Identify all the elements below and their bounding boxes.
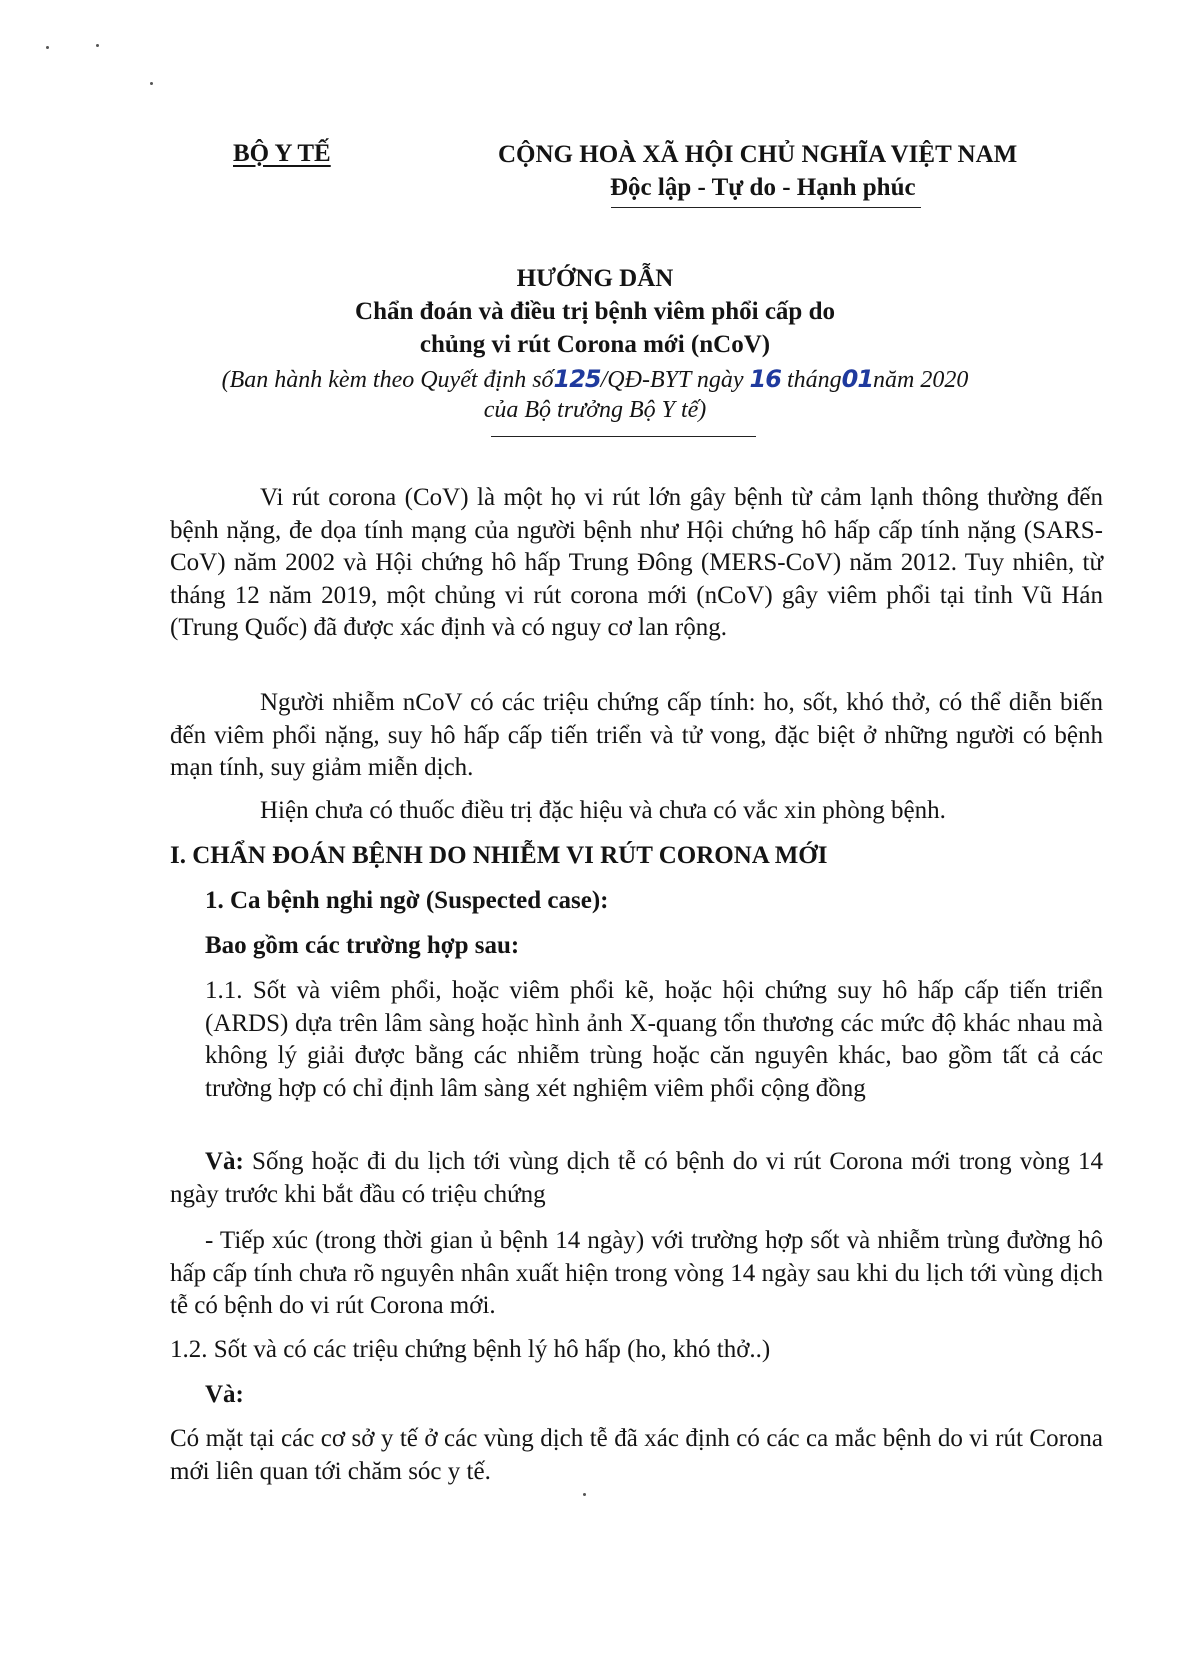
- subsection-heading: 1. Ca bệnh nghi ngờ (Suspected case):: [205, 887, 609, 914]
- criteria-1-1: 1.1. Sốt và viêm phổi, hoặc viêm phổi kẽ, hoặc hội chứng suy hô hấp cấp tiến triển (ARDS) dựa trên lâm sàng hoặc hình ảnh X-quang tổn thương các mức độ khác nhau mà không lý giải được bằng các nhiễm trùng hoặc căn nguyên khác, bao gồm tất cả các trường hợp có chỉ định lâm sàng xét nghiệm viêm phổi cộng đồng: [205, 977, 1103, 1102]
- scan-mark: [583, 1493, 586, 1496]
- and-label-2: Và:: [205, 1381, 244, 1408]
- contact-criteria: - Tiếp xúc (trong thời gian ủ bệnh 14 ngày) với trường hợp sốt và nhiễm trùng đường hô hấp cấp tính chưa rõ nguyên nhân xuất hiện trong vòng 14 ngày sau khi du lịch tới vùng dịch tễ có bệnh do vi rút Corona mới.: [170, 1227, 1103, 1319]
- intro-paragraph-2: Người nhiễm nCoV có các triệu chứng cấp tính: ho, sốt, khó thở, có thể diễn biến đến viêm phổi nặng, suy hô hấp cấp tiến triển và tử vong, đặc biệt ở những người có bệnh mạn tính, suy giảm miễn dịch.: [170, 689, 1103, 781]
- criteria-1-2: 1.2. Sốt và có các triệu chứng bệnh lý hô hấp (ho, khó thở..): [170, 1336, 771, 1363]
- document-title: HƯỚNG DẪN: [516, 265, 674, 292]
- motto-underline: [611, 207, 921, 208]
- presence-criteria: Có mặt tại các cơ sở y tế ở các vùng dịch tễ đã xác định có các ca mắc bệnh do vi rút Corona mới liên quan tới chăm sóc y tế.: [170, 1425, 1103, 1485]
- scan-mark: [46, 46, 49, 49]
- intro-paragraph-3: Hiện chưa có thuốc điều trị đặc hiệu và chưa có vắc xin phòng bệnh.: [260, 797, 946, 824]
- intro-paragraph-1: Vi rút corona (CoV) là một họ vi rút lớn gây bệnh từ cảm lạnh thông thường đến bệnh nặng, đe dọa tính mạng của người bệnh như Hội chứng hô hấp cấp tính nặng (SARS-CoV) năm 2002 và Hội chứng hô hấp Trung Đông (MERS-CoV) năm 2012. Tuy nhiên, từ tháng 12 năm 2019, một chủng vi rút corona mới (nCoV) gây viêm phổi tại tỉnh Vũ Hán (Trung Quốc) đã được xác định và có nguy cơ lan rộng.: [170, 484, 1103, 641]
- criteria-and-1: Và: Sống hoặc đi du lịch tới vùng dịch tễ có bệnh do vi rút Corona mới trong vòng 14 ngày trước khi bắt đầu có triệu chứng: [170, 1148, 1103, 1208]
- issue-month: 01: [841, 365, 874, 393]
- organization: BỘ Y TẾ: [233, 140, 331, 167]
- issuance-line-2: của Bộ trưởng Bộ Y tế): [483, 397, 707, 423]
- nation-name: CỘNG HOÀ XÃ HỘI CHỦ NGHĨA VIỆT NAM: [498, 141, 1018, 168]
- issuance-line: (Ban hành kèm theo Quyết định số125/QĐ-BYT ngày 16 tháng01năm 2020: [221, 365, 969, 393]
- title-divider: [491, 436, 756, 437]
- and-label: Và:: [205, 1148, 244, 1175]
- national-motto: Độc lập - Tự do - Hạnh phúc: [610, 174, 916, 201]
- decision-number: 125: [553, 365, 601, 393]
- includes-heading: Bao gồm các trường hợp sau:: [205, 932, 520, 959]
- section-heading: I. CHẨN ĐOÁN BỆNH DO NHIỄM VI RÚT CORONA MỚI: [170, 842, 828, 869]
- document-subtitle-line2: chủng vi rút Corona mới (nCoV): [419, 331, 771, 358]
- scan-mark: [150, 82, 153, 85]
- scan-mark: [96, 44, 99, 47]
- issue-day: 16: [749, 365, 781, 393]
- document-subtitle-line1: Chẩn đoán và điều trị bệnh viêm phổi cấp do: [355, 298, 835, 325]
